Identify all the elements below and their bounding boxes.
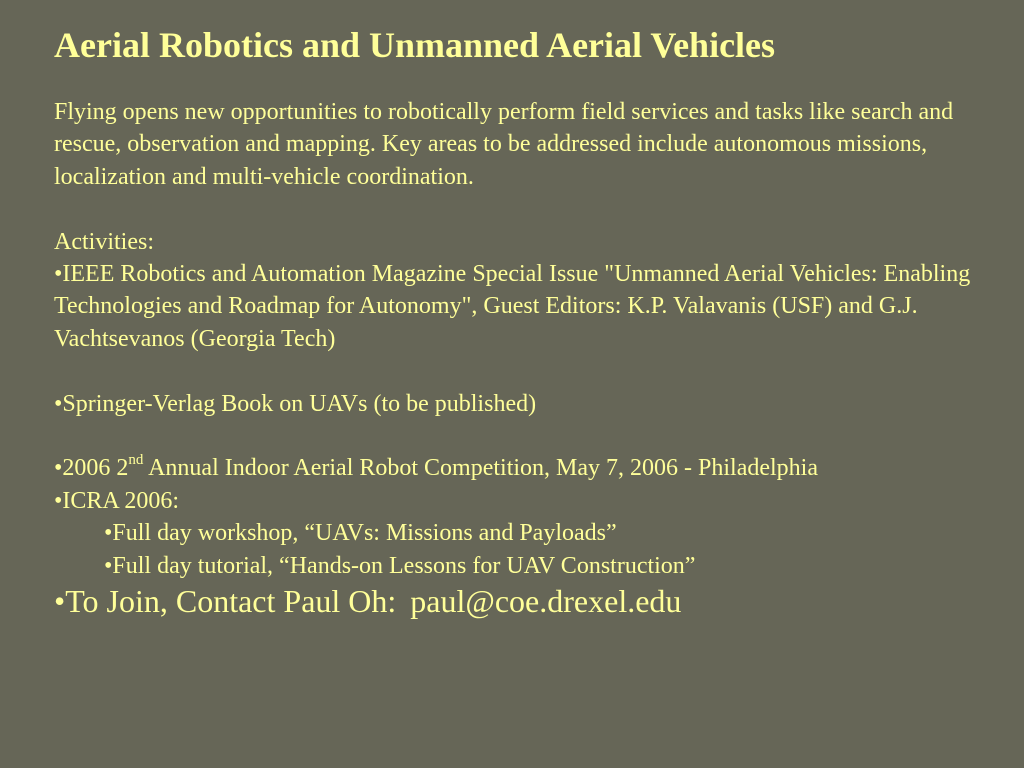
spacer [54,355,994,387]
contact-label: •To Join, Contact Paul Oh: [54,583,397,620]
competition-ordinal-suffix: nd [128,452,144,469]
tutorial-item: •Full day tutorial, “Hands-on Lessons for UAV Construction” [104,552,696,579]
ieee-magazine-item: •IEEE Robotics and Automation Magazine Special Issue "Unmanned Aerial Vehicles: Enabling Technologies and Roadmap for Autonomy", Guest Editors: K.P. Valavanis (USF) and G.J. Vachtsevanos (Georgia Tech) [54,261,971,352]
activities-heading: Activities: [54,228,154,255]
icra-item: •ICRA 2006: [54,487,180,514]
spacer [54,420,994,452]
competition-prefix: •2006 2 [54,455,129,482]
springer-book-item: •Springer-Verlag Book on UAVs (to be published) [54,390,537,417]
contact-email[interactable]: paul@coe.drexel.edu [410,583,682,620]
slide-title: Aerial Robotics and Unmanned Aerial Vehicles [54,25,776,65]
intro-paragraph: Flying opens new opportunities to robotically perform field services and tasks like search and rescue, observation and mapping. Key areas to be addressed include autonomous missions, localization and multi-vehicle coordination. [54,99,954,190]
contact-line [54,582,994,620]
workshop-item: •Full day workshop, “UAVs: Missions and Payloads” [104,520,617,547]
slide-body [54,96,994,620]
competition-suffix: Annual Indoor Aerial Robot Competition, May 7, 2006 - Philadelphia [143,455,818,482]
competition-item [54,452,994,484]
spacer [54,193,994,225]
